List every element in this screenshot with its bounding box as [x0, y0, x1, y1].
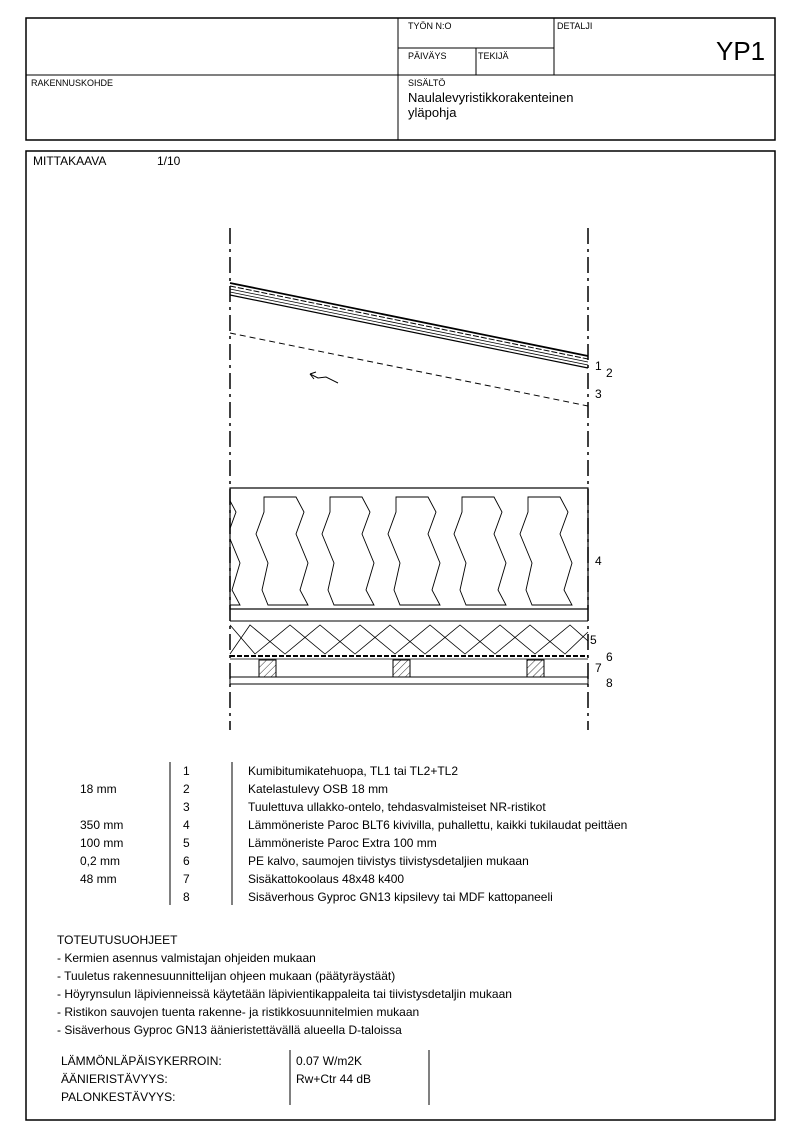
marker-2: 2: [606, 366, 613, 380]
instruction-item: - Höyrynsulun läpivienneissä käytetään läpivientikappaleita tai tiivistysdetaljin mukaan: [57, 987, 512, 1001]
date-label: PÄIVÄYS: [408, 51, 447, 61]
scale-value: 1/10: [157, 154, 181, 168]
author-label: TEKIJÄ: [478, 51, 509, 61]
marker-3: 3: [595, 387, 602, 401]
marker-7: 7: [595, 661, 602, 675]
work-no-label: TYÖN N:O: [408, 21, 452, 31]
marker-4: 4: [595, 554, 602, 568]
u-value: 0.07 W/m2K: [296, 1054, 363, 1068]
building-label: RAKENNUSKOHDE: [31, 78, 114, 88]
detail-code: YP1: [716, 36, 766, 66]
u-value-label: LÄMMÖNLÄPÄISYKERROIN:: [61, 1054, 222, 1068]
marker-5: 5: [590, 633, 597, 647]
instructions-title: TOTEUTUSUOHJEET: [57, 933, 178, 947]
instruction-item: - Sisäverhous Gyproc GN13 äänieristettävällä alueella D-taloissa: [57, 1023, 402, 1037]
marker-1: 1: [595, 359, 602, 373]
marker-6: 6: [606, 650, 613, 664]
instruction-item: - Tuuletus rakennesuunnittelijan ohjeen mukaan (päätyräystäät): [57, 969, 396, 983]
detail-label: DETALJI: [557, 21, 593, 31]
fire-resistance-label: PALONKESTÄVYYS:: [61, 1090, 176, 1104]
instruction-item: - Kermien asennus valmistajan ohjeiden mukaan: [57, 951, 316, 965]
instruction-item: - Ristikon sauvojen tuenta rakenne- ja ristikkosuunnitelmien mukaan: [57, 1005, 420, 1019]
scale-label: MITTAKAAVA: [33, 154, 107, 168]
sound-insulation-value: Rw+Ctr 44 dB: [296, 1072, 372, 1086]
marker-8: 8: [606, 676, 613, 690]
content-line-2: yläpohja: [408, 105, 457, 120]
content-label: SISÄLTÖ: [408, 78, 446, 88]
sound-insulation-label: ÄÄNIERISTÄVYYS:: [61, 1072, 168, 1086]
content-line-1: Naulalevyristikkorakenteinen: [408, 90, 574, 105]
